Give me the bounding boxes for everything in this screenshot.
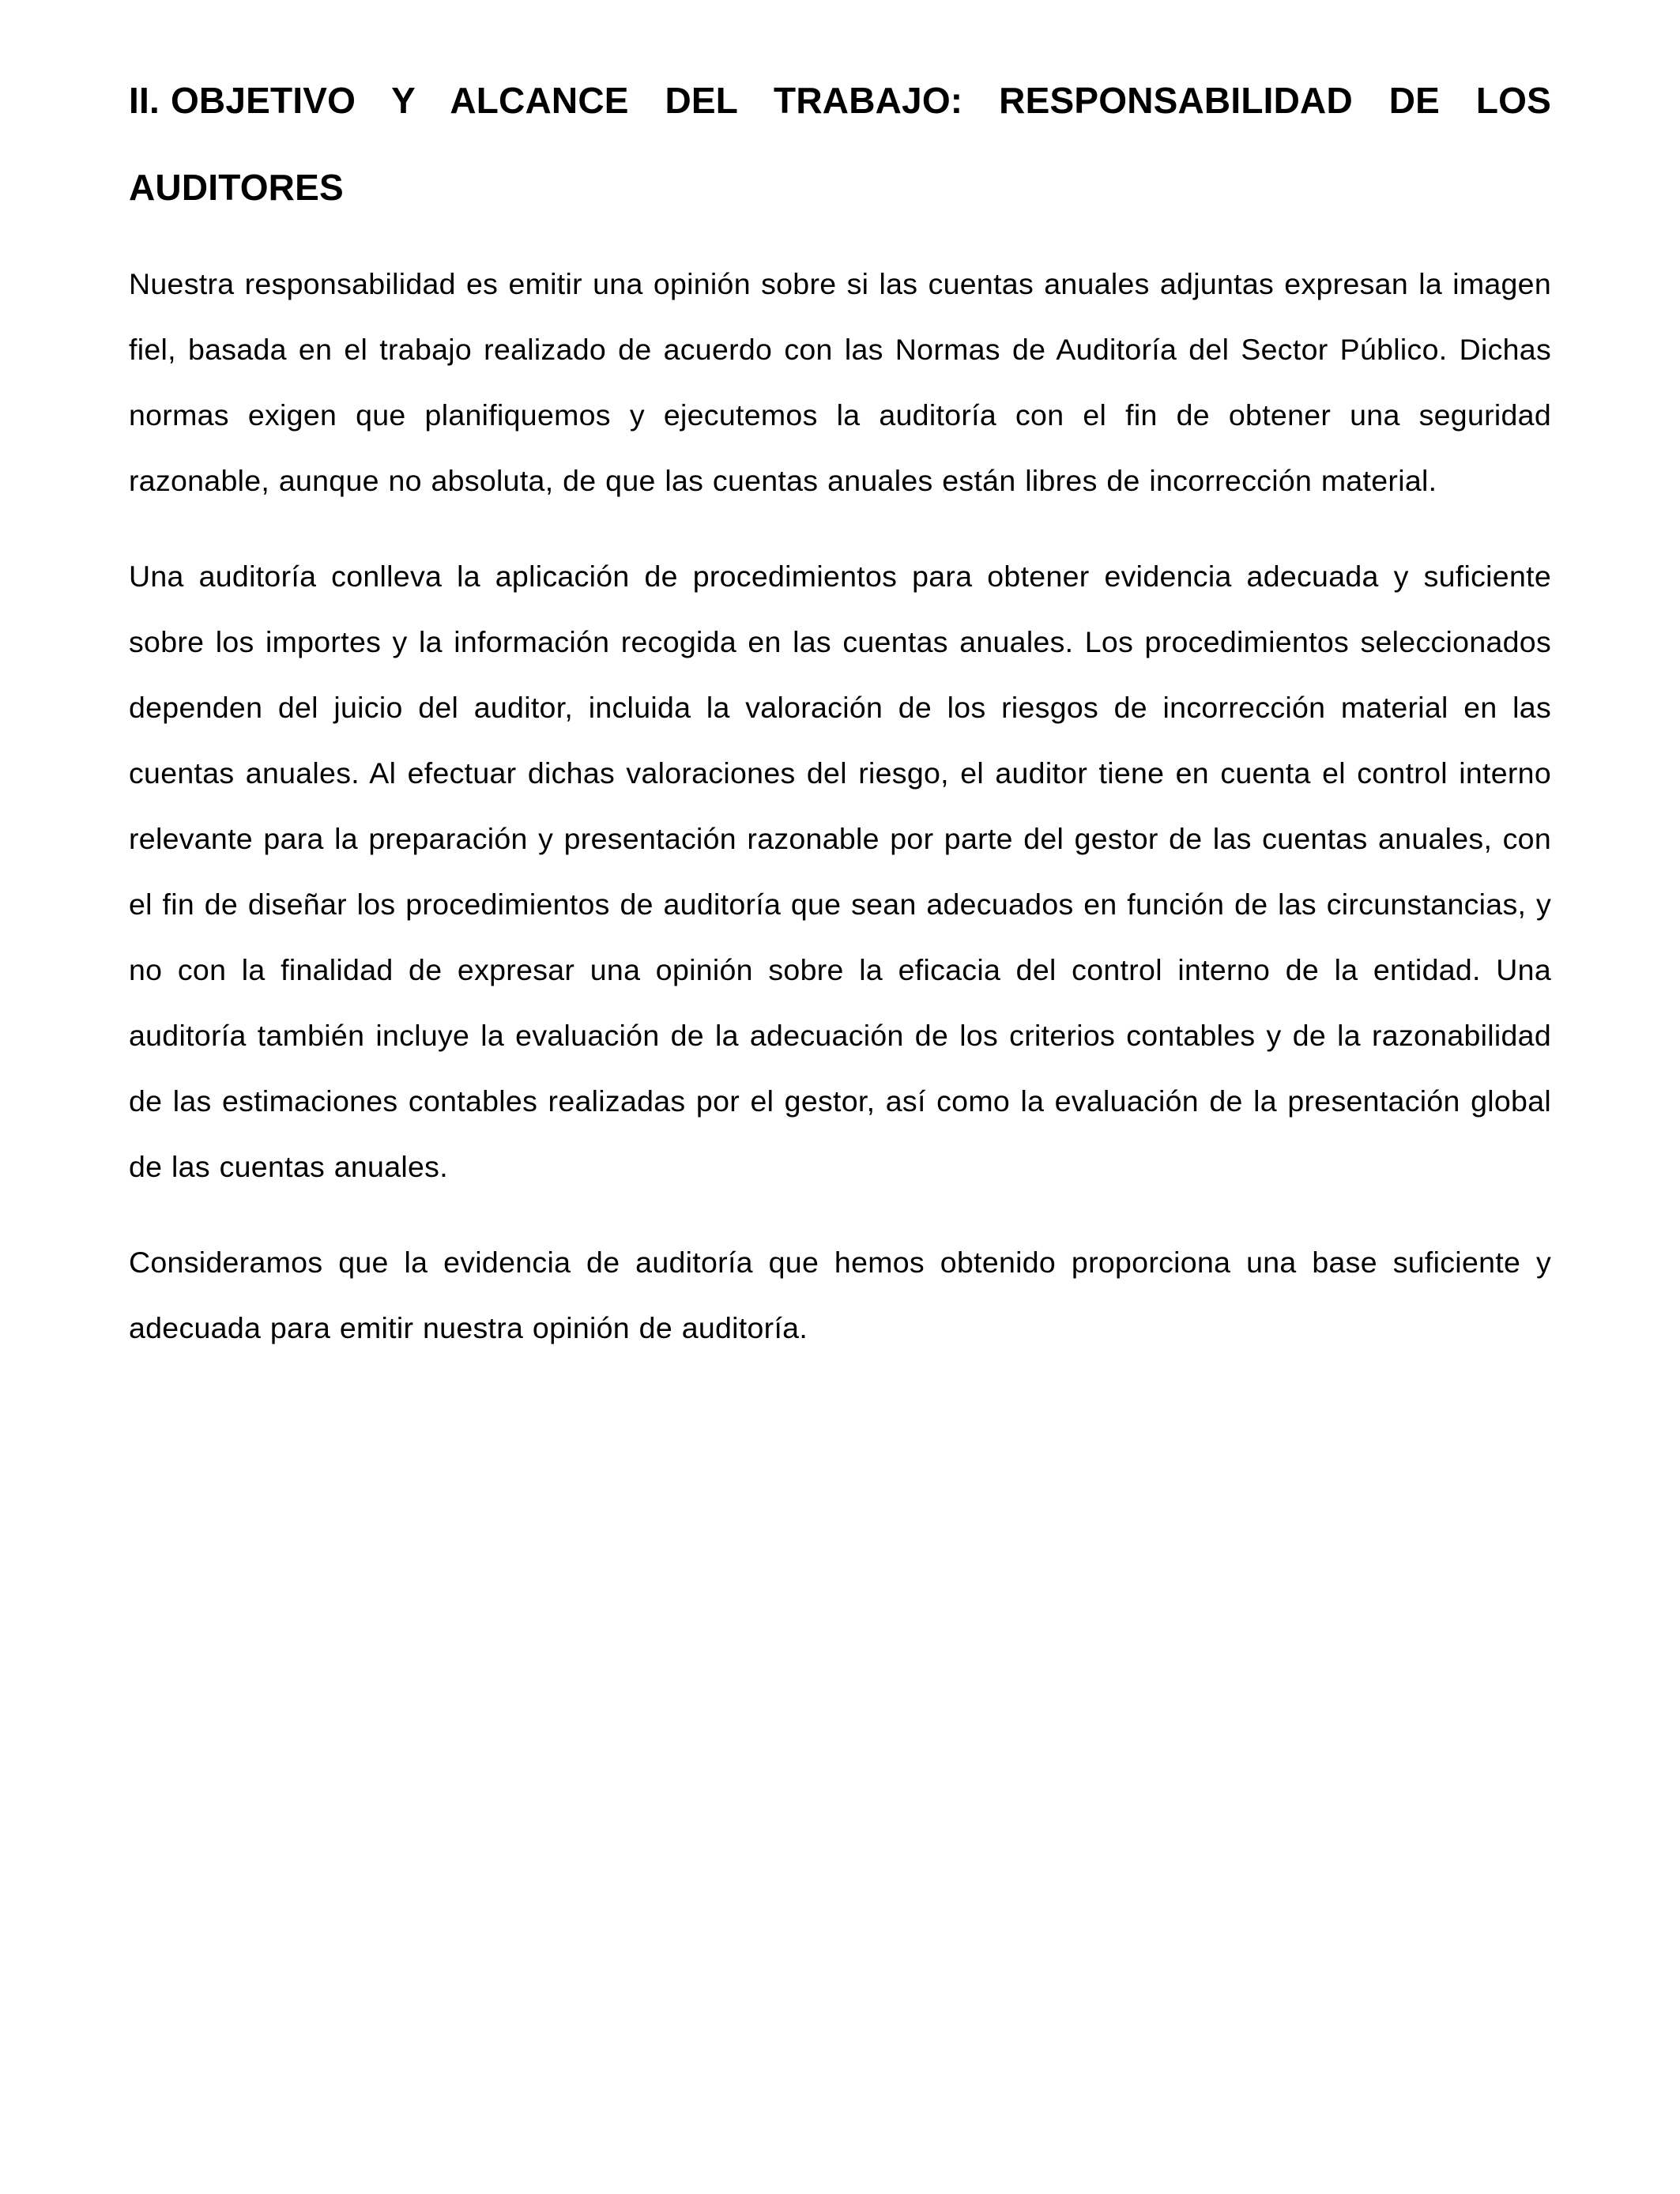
- section-heading: [129, 57, 1551, 231]
- paragraph-responsabilidad: Nuestra responsabilidad es emitir una opinión sobre si las cuentas anuales adjuntas expresan la imagen fiel, basada en el trabajo realizado de acuerdo con las Normas de Auditoría del Sector Público. Dichas normas exigen que planifiquemos y ejecutemos la auditoría con el fin de obtener una seguridad razonable, aunque no absoluta, de que las cuentas anuales están libres de incorrección material.: [129, 267, 1551, 497]
- paragraph-conclusion: Consideramos que la evidencia de auditoría que hemos obtenido proporciona una base suficiente y adecuada para emitir nuestra opinión de auditoría.: [129, 1246, 1551, 1344]
- paragraph-procedimientos: Una auditoría conlleva la aplicación de procedimientos para obtener evidencia adecuada y suficiente sobre los importes y la información recogida en las cuentas anuales. Los procedimientos seleccionados dependen del juicio del auditor, incluida la valoración de los riesgos de incorrección material en las cuentas anuales. Al efectuar dichas valoraciones del riesgo, el auditor tiene en cuenta el control interno relevante para la preparación y presentación razonable por parte del gestor de las cuentas anuales, con el fin de diseñar los procedimientos de auditoría que sean adecuados en función de las circunstancias, y no con la finalidad de expresar una opinión sobre la eficacia del control interno de la entidad. Una auditoría también incluye la evaluación de la adecuación de los criterios contables y de la razonabilidad de las estimaciones contables realizadas por el gestor, así como la evaluación de la presentación global de las cuentas anuales.: [129, 560, 1551, 1183]
- section-number: II.: [129, 80, 160, 121]
- section-title: OBJETIVO Y ALCANCE DEL TRABAJO: RESPONSABILIDAD DE LOS AUDITORES: [129, 80, 1551, 208]
- document-page: [129, 57, 1551, 1361]
